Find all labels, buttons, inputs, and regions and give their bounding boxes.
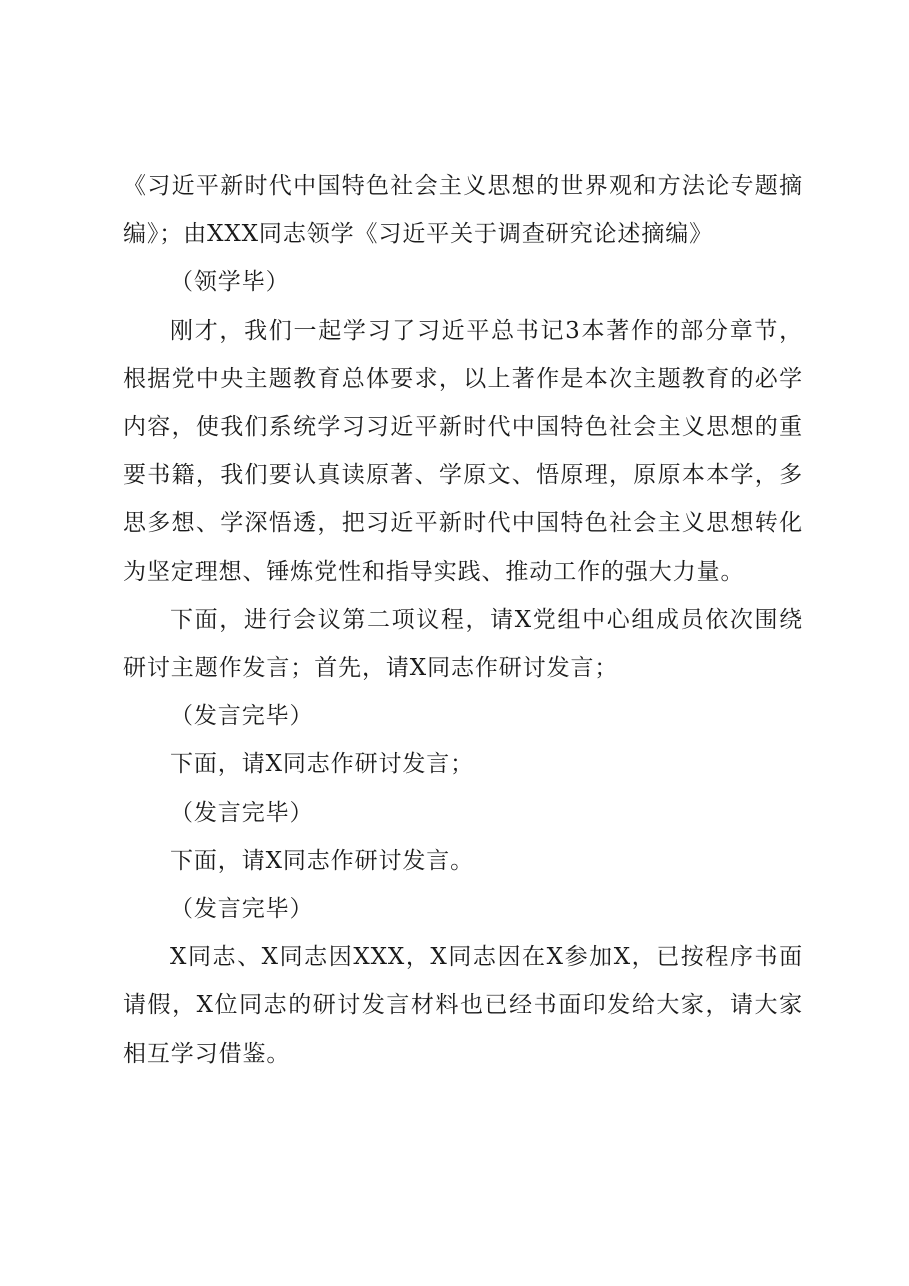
paragraph-speech-done-1: （发言完毕） [170, 703, 314, 730]
paragraph-speech-done-2: （发言完毕） [170, 799, 314, 826]
paragraph-summary: 刚才，我们一起学习了习近平总书记3本著作的部分章节，根据党中央主题教育总体要求，以上著作是本次主题教育的必学内容，使我们系统学习习近平新时代中国特色社会主义思想的重要书籍，我们要认真读原著、学原文、悟原理，原原本本学，多思多想、学深悟透，把习近平新时代中国特色社会主义思想转化为坚定理想、锤炼党性和指导实践、推动工作的强大力量。 [123, 317, 803, 585]
paragraph-speech-done-3: （发言完毕） [170, 896, 314, 923]
paragraph-agenda-two: 下面，进行会议第二项议程，请X党组中心组成员依次围绕研讨主题作发言；首先，请X同志作研讨发言； [123, 606, 803, 682]
document-body [123, 162, 803, 1078]
paragraph-reading-list: 《习近平新时代中国特色社会主义思想的世界观和方法论专题摘编》；由XXX同志领学《习近平关于调查研究论述摘编》 [123, 173, 803, 248]
paragraph-reading-done: （领学毕） [170, 269, 290, 296]
paragraph-next-speaker-1: 下面，请X同志作研讨发言； [170, 751, 475, 778]
paragraph-leave-notice: X同志、X同志因XXX，X同志因在X参加X，已按程序书面请假，X位同志的研讨发言材料也已经书面印发给大家，请大家相互学习借鉴。 [123, 944, 803, 1067]
paragraph-next-speaker-2: 下面，请X同志作研讨发言。 [170, 847, 475, 874]
